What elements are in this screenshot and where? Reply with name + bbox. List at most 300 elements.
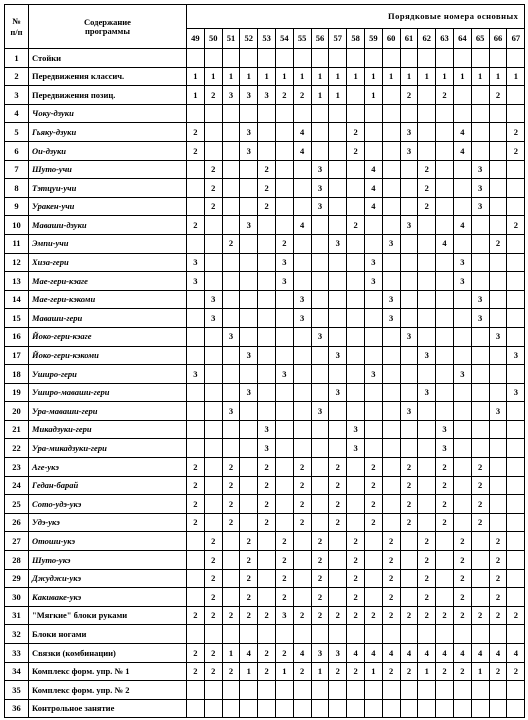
lesson-value-cell: 2: [258, 476, 276, 495]
lesson-value-cell: [507, 513, 525, 532]
lesson-value-cell: [489, 681, 507, 700]
lesson-value-cell: [187, 197, 205, 216]
lesson-value-cell: [240, 290, 258, 309]
lesson-value-cell: [436, 383, 454, 402]
lesson-value-cell: 2: [400, 606, 418, 625]
lesson-value-cell: [400, 383, 418, 402]
row-number: 35: [5, 681, 29, 700]
lesson-value-cell: [293, 104, 311, 123]
lesson-value-cell: 3: [329, 383, 347, 402]
lesson-value-cell: [471, 86, 489, 105]
header-content: [29, 5, 187, 49]
lesson-value-cell: [507, 253, 525, 272]
lesson-value-cell: [293, 234, 311, 253]
lesson-value-cell: 4: [293, 644, 311, 663]
lesson-value-cell: [187, 569, 205, 588]
lesson-value-cell: [311, 49, 329, 68]
lesson-value-cell: [240, 197, 258, 216]
lesson-value-cell: [311, 476, 329, 495]
lesson-value-cell: [347, 179, 365, 198]
table-row: [5, 662, 525, 681]
lesson-value-cell: [364, 588, 382, 607]
lesson-value-cell: [275, 420, 293, 439]
lesson-value-cell: 3: [311, 179, 329, 198]
lesson-value-cell: [187, 439, 205, 458]
lesson-value-cell: [436, 290, 454, 309]
lesson-value-cell: [382, 383, 400, 402]
lesson-value-cell: [293, 327, 311, 346]
header-content-line2: программы: [85, 25, 130, 36]
program-item-name: Эмпи-учи: [29, 234, 187, 253]
row-number: 19: [5, 383, 29, 402]
lesson-value-cell: [347, 495, 365, 514]
program-item-name: Комплекс форм. упр. № 1: [29, 662, 187, 681]
lesson-value-cell: [311, 309, 329, 328]
lesson-value-cell: 1: [187, 67, 205, 86]
lesson-value-cell: [382, 197, 400, 216]
lesson-value-cell: [347, 197, 365, 216]
lesson-value-cell: 2: [222, 476, 240, 495]
lesson-value-cell: [275, 104, 293, 123]
lesson-value-cell: [382, 495, 400, 514]
lesson-value-cell: [436, 346, 454, 365]
lesson-value-cell: 4: [436, 234, 454, 253]
row-number: 21: [5, 420, 29, 439]
lesson-value-cell: 3: [507, 346, 525, 365]
lesson-value-cell: [418, 309, 436, 328]
lesson-value-cell: [275, 327, 293, 346]
lesson-value-cell: 3: [204, 309, 222, 328]
lesson-value-cell: [507, 290, 525, 309]
table-row: [5, 402, 525, 421]
lesson-value-cell: 3: [329, 234, 347, 253]
table-row: [5, 179, 525, 198]
lesson-value-cell: [329, 290, 347, 309]
program-item-name: Контрольное занятие: [29, 699, 187, 718]
lesson-value-cell: [311, 513, 329, 532]
lesson-value-cell: [436, 402, 454, 421]
lesson-value-cell: [329, 439, 347, 458]
lesson-value-cell: [507, 551, 525, 570]
lesson-value-cell: 3: [240, 86, 258, 105]
lesson-value-cell: [382, 160, 400, 179]
lesson-value-cell: [222, 681, 240, 700]
lesson-value-cell: 2: [311, 588, 329, 607]
lesson-value-cell: [400, 588, 418, 607]
lesson-value-cell: [347, 86, 365, 105]
lesson-value-cell: [240, 420, 258, 439]
lesson-value-cell: [293, 49, 311, 68]
lesson-value-cell: [453, 179, 471, 198]
lesson-value-cell: [204, 625, 222, 644]
column-number: 50: [204, 29, 222, 49]
lesson-value-cell: 2: [293, 662, 311, 681]
lesson-value-cell: 2: [187, 662, 205, 681]
lesson-value-cell: [471, 532, 489, 551]
lesson-value-cell: [275, 290, 293, 309]
lesson-value-cell: 2: [329, 495, 347, 514]
lesson-value-cell: [453, 197, 471, 216]
lesson-value-cell: [418, 513, 436, 532]
lesson-value-cell: 2: [293, 495, 311, 514]
lesson-value-cell: 3: [364, 272, 382, 291]
row-number: 17: [5, 346, 29, 365]
lesson-value-cell: 2: [258, 197, 276, 216]
lesson-value-cell: 2: [311, 569, 329, 588]
program-item-name: Передвижения классич.: [29, 67, 187, 86]
lesson-value-cell: [507, 402, 525, 421]
lesson-value-cell: [258, 141, 276, 160]
lesson-value-cell: [329, 365, 347, 384]
lesson-value-cell: 4: [364, 197, 382, 216]
lesson-value-cell: 1: [364, 67, 382, 86]
row-number: 16: [5, 327, 29, 346]
table-row: [5, 216, 525, 235]
lesson-value-cell: [489, 104, 507, 123]
lesson-value-cell: [382, 86, 400, 105]
lesson-value-cell: [204, 365, 222, 384]
table-row: [5, 569, 525, 588]
lesson-value-cell: [489, 495, 507, 514]
lesson-value-cell: 1: [258, 67, 276, 86]
column-number: 57: [329, 29, 347, 49]
lesson-value-cell: 3: [382, 290, 400, 309]
lesson-value-cell: 2: [453, 569, 471, 588]
lesson-value-cell: [418, 699, 436, 718]
lesson-value-cell: [187, 160, 205, 179]
lesson-value-cell: 1: [329, 86, 347, 105]
lesson-value-cell: [364, 420, 382, 439]
program-item-name: Отоши-укэ: [29, 532, 187, 551]
lesson-value-cell: [400, 49, 418, 68]
lesson-value-cell: 2: [258, 458, 276, 477]
lesson-value-cell: 2: [489, 606, 507, 625]
lesson-value-cell: 3: [258, 420, 276, 439]
lesson-value-cell: 1: [471, 67, 489, 86]
lesson-value-cell: [258, 216, 276, 235]
lesson-value-cell: 3: [293, 290, 311, 309]
lesson-value-cell: 3: [204, 290, 222, 309]
lesson-value-cell: 3: [489, 327, 507, 346]
lesson-value-cell: [293, 253, 311, 272]
lesson-value-cell: 3: [418, 383, 436, 402]
lesson-value-cell: [258, 253, 276, 272]
lesson-value-cell: 1: [418, 67, 436, 86]
lesson-value-cell: [258, 569, 276, 588]
table-row: [5, 644, 525, 663]
lesson-value-cell: 2: [436, 86, 454, 105]
lesson-value-cell: 1: [204, 67, 222, 86]
program-item-name: Маваши-дзуки: [29, 216, 187, 235]
lesson-value-cell: [240, 179, 258, 198]
lesson-value-cell: [471, 420, 489, 439]
lesson-value-cell: 2: [347, 216, 365, 235]
program-item-name: Стойки: [29, 49, 187, 68]
lesson-value-cell: [311, 346, 329, 365]
lesson-value-cell: [222, 532, 240, 551]
lesson-value-cell: 2: [293, 458, 311, 477]
lesson-value-cell: 2: [471, 458, 489, 477]
lesson-value-cell: [489, 513, 507, 532]
lesson-value-cell: [258, 123, 276, 142]
column-number: 51: [222, 29, 240, 49]
lesson-value-cell: [347, 346, 365, 365]
table-row: [5, 439, 525, 458]
program-item-name: Гьяку-дзуки: [29, 123, 187, 142]
program-item-name: Мае-гери-кэкоми: [29, 290, 187, 309]
lesson-value-cell: 2: [489, 234, 507, 253]
lesson-value-cell: 3: [240, 123, 258, 142]
lesson-value-cell: [329, 104, 347, 123]
row-number: 32: [5, 625, 29, 644]
row-number: 8: [5, 179, 29, 198]
lesson-value-cell: 4: [293, 216, 311, 235]
lesson-value-cell: [311, 699, 329, 718]
column-number: 66: [489, 29, 507, 49]
program-item-name: Уширо-гери: [29, 365, 187, 384]
lesson-value-cell: 2: [329, 662, 347, 681]
lesson-value-cell: [329, 569, 347, 588]
row-number: 7: [5, 160, 29, 179]
lesson-value-cell: 2: [418, 179, 436, 198]
row-number: 20: [5, 402, 29, 421]
lesson-value-cell: [329, 327, 347, 346]
lesson-value-cell: [329, 141, 347, 160]
program-item-name: Блоки ногами: [29, 625, 187, 644]
lesson-value-cell: 2: [382, 662, 400, 681]
table-row: [5, 234, 525, 253]
lesson-value-cell: 2: [187, 476, 205, 495]
column-number: 61: [400, 29, 418, 49]
program-item-name: Шуто-укэ: [29, 551, 187, 570]
lesson-value-cell: 1: [240, 67, 258, 86]
lesson-value-cell: [453, 439, 471, 458]
lesson-value-cell: [293, 179, 311, 198]
lesson-value-cell: [507, 625, 525, 644]
program-item-name: Хиза-гери: [29, 253, 187, 272]
lesson-value-cell: 2: [240, 606, 258, 625]
program-item-name: Связки (комбинации): [29, 644, 187, 663]
lesson-value-cell: [204, 699, 222, 718]
lesson-value-cell: [240, 402, 258, 421]
lesson-value-cell: [507, 49, 525, 68]
lesson-value-cell: [364, 402, 382, 421]
lesson-value-cell: [436, 681, 454, 700]
lesson-value-cell: [436, 569, 454, 588]
lesson-value-cell: [400, 253, 418, 272]
row-number: 5: [5, 123, 29, 142]
lesson-value-cell: 1: [507, 67, 525, 86]
lesson-value-cell: [436, 272, 454, 291]
lesson-value-cell: [471, 439, 489, 458]
row-number: 1: [5, 49, 29, 68]
lesson-value-cell: 3: [347, 420, 365, 439]
lesson-value-cell: [311, 458, 329, 477]
lesson-value-cell: 2: [187, 606, 205, 625]
lesson-value-cell: 2: [364, 606, 382, 625]
lesson-value-cell: [311, 383, 329, 402]
lesson-value-cell: [187, 681, 205, 700]
lesson-value-cell: [275, 495, 293, 514]
table-row: [5, 346, 525, 365]
row-number: 36: [5, 699, 29, 718]
lesson-value-cell: 2: [187, 513, 205, 532]
lesson-value-cell: 2: [436, 606, 454, 625]
lesson-value-cell: 2: [489, 551, 507, 570]
lesson-value-cell: [222, 216, 240, 235]
lesson-value-cell: [187, 234, 205, 253]
lesson-value-cell: 3: [453, 365, 471, 384]
lesson-value-cell: [222, 439, 240, 458]
lesson-value-cell: 2: [204, 606, 222, 625]
lesson-value-cell: [364, 383, 382, 402]
lesson-value-cell: 4: [453, 216, 471, 235]
lesson-value-cell: 2: [204, 160, 222, 179]
lesson-value-cell: [400, 681, 418, 700]
row-number: 9: [5, 197, 29, 216]
lesson-value-cell: 2: [258, 160, 276, 179]
lesson-value-cell: [489, 49, 507, 68]
lesson-value-cell: 3: [471, 160, 489, 179]
lesson-value-cell: 2: [400, 662, 418, 681]
lesson-value-cell: 2: [507, 662, 525, 681]
table-row: [5, 420, 525, 439]
lesson-value-cell: 2: [240, 588, 258, 607]
table-row: [5, 365, 525, 384]
lesson-value-cell: [204, 253, 222, 272]
lesson-value-cell: 2: [275, 551, 293, 570]
lesson-value-cell: [382, 141, 400, 160]
lesson-value-cell: [471, 104, 489, 123]
lesson-value-cell: [258, 625, 276, 644]
lesson-value-cell: 2: [293, 606, 311, 625]
lesson-value-cell: 1: [364, 86, 382, 105]
lesson-value-cell: 2: [311, 606, 329, 625]
row-number: 22: [5, 439, 29, 458]
lesson-value-cell: 3: [240, 216, 258, 235]
lesson-value-cell: [311, 439, 329, 458]
lesson-value-cell: [507, 458, 525, 477]
lesson-value-cell: [204, 458, 222, 477]
lesson-value-cell: [275, 123, 293, 142]
lesson-value-cell: [507, 681, 525, 700]
program-item-name: Йоко-гери-кэкоми: [29, 346, 187, 365]
lesson-value-cell: [507, 569, 525, 588]
lesson-value-cell: [471, 383, 489, 402]
lesson-value-cell: 1: [240, 662, 258, 681]
lesson-value-cell: 4: [453, 644, 471, 663]
lesson-value-cell: 3: [364, 365, 382, 384]
lesson-value-cell: [222, 179, 240, 198]
lesson-value-cell: [436, 327, 454, 346]
lesson-value-cell: 1: [187, 86, 205, 105]
lesson-value-cell: [507, 309, 525, 328]
lesson-value-cell: [187, 290, 205, 309]
lesson-value-cell: [436, 253, 454, 272]
lesson-value-cell: [204, 327, 222, 346]
lesson-value-cell: [364, 327, 382, 346]
table-row: [5, 86, 525, 105]
lesson-value-cell: [436, 49, 454, 68]
lesson-value-cell: 2: [204, 197, 222, 216]
lesson-value-cell: [507, 420, 525, 439]
lesson-value-cell: [204, 104, 222, 123]
lesson-value-cell: [436, 532, 454, 551]
lesson-value-cell: [400, 197, 418, 216]
header-number-line2: п/п: [10, 27, 23, 37]
lesson-value-cell: [418, 253, 436, 272]
lesson-value-cell: [222, 346, 240, 365]
lesson-value-cell: [418, 86, 436, 105]
lesson-value-cell: 2: [400, 476, 418, 495]
lesson-value-cell: [453, 49, 471, 68]
lesson-value-cell: 4: [507, 644, 525, 663]
lesson-value-cell: [329, 179, 347, 198]
row-number: 27: [5, 532, 29, 551]
lesson-value-cell: [311, 290, 329, 309]
lesson-value-cell: [222, 123, 240, 142]
lesson-value-cell: 2: [382, 532, 400, 551]
lesson-value-cell: [418, 365, 436, 384]
lesson-value-cell: 2: [471, 476, 489, 495]
lesson-value-cell: 1: [364, 662, 382, 681]
lesson-value-cell: 2: [364, 495, 382, 514]
row-number: 4: [5, 104, 29, 123]
program-item-name: Ои-дзуки: [29, 141, 187, 160]
lesson-value-cell: [293, 439, 311, 458]
lesson-value-cell: 2: [258, 513, 276, 532]
lesson-value-cell: [436, 551, 454, 570]
lesson-value-cell: [418, 327, 436, 346]
lesson-value-cell: 2: [329, 513, 347, 532]
lesson-value-cell: [204, 234, 222, 253]
lesson-value-cell: 2: [204, 644, 222, 663]
lesson-value-cell: [364, 532, 382, 551]
lesson-value-cell: [258, 532, 276, 551]
lesson-value-cell: 2: [400, 513, 418, 532]
lesson-value-cell: 2: [222, 458, 240, 477]
table-row: [5, 141, 525, 160]
lesson-value-cell: 2: [222, 662, 240, 681]
lesson-value-cell: [507, 327, 525, 346]
lesson-value-cell: 2: [436, 495, 454, 514]
lesson-value-cell: [222, 551, 240, 570]
lesson-value-cell: [471, 551, 489, 570]
lesson-value-cell: 3: [240, 346, 258, 365]
lesson-value-cell: [507, 272, 525, 291]
row-number: 24: [5, 476, 29, 495]
lesson-value-cell: [275, 179, 293, 198]
table-row: [5, 625, 525, 644]
lesson-value-cell: [382, 253, 400, 272]
lesson-value-cell: [311, 123, 329, 142]
lesson-value-cell: [204, 123, 222, 142]
lesson-value-cell: [204, 272, 222, 291]
lesson-value-cell: 2: [204, 569, 222, 588]
lesson-value-cell: [311, 272, 329, 291]
lesson-value-cell: [471, 346, 489, 365]
row-number: 12: [5, 253, 29, 272]
lesson-value-cell: 2: [258, 495, 276, 514]
lesson-value-cell: [293, 365, 311, 384]
lesson-value-cell: [471, 588, 489, 607]
lesson-value-cell: 2: [329, 458, 347, 477]
lesson-value-cell: [364, 141, 382, 160]
lesson-value-cell: [347, 104, 365, 123]
lesson-value-cell: [471, 365, 489, 384]
lesson-value-cell: [400, 346, 418, 365]
lesson-value-cell: [258, 327, 276, 346]
